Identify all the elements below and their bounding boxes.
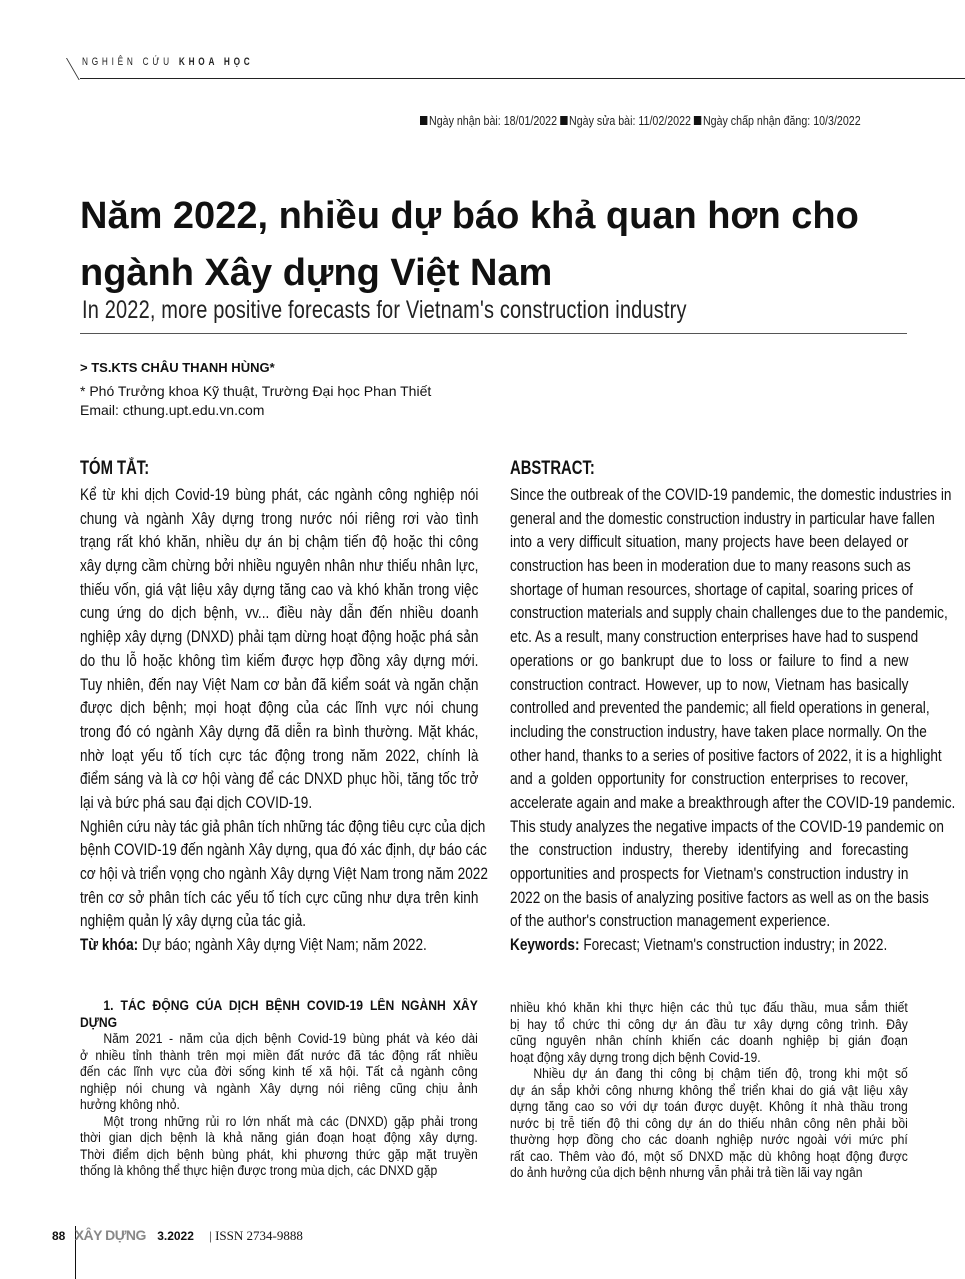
text-line: trên cơ sở phân tích các yếu tố tích cực cũng như dựa trên kinh [80,887,479,907]
header-divider [80,78,965,79]
text-line: Thời điểm dịch bệnh bùng phát, khi phương thức gặp mặt truyền [80,1146,478,1162]
text-line: into a very difficult situation, many projects have been delayed or [510,532,909,552]
section-heading: 1. TÁC ĐỘNG CỦA DỊCH BỆNH COVID-19 LÊN NGÀNH XÂY [103,998,478,1013]
author-affiliation: * Phó Trưởng khoa Kỹ thuật, Trường Đại học Phan Thiết [80,383,432,399]
text-line: được dịch bệnh; mọi hoạt động của các lĩnh vực nói chung [80,698,479,718]
text-line: and a golden opportunity for construction enterprises to recover, [510,769,909,789]
author-name: > TS.KTS CHÂU THANH HÙNG* [80,360,275,375]
summary-vi-body [80,483,488,957]
text-line: nghiệm quản lý xây dựng của tác giả. [80,911,307,931]
body-left-column [80,998,478,1180]
text-line: do thu lỗ hoặc không tìm kiếm được hợp đồng xây dựng mới. [80,650,479,670]
submission-dates [420,113,861,128]
title-line: ngành Xây dựng Việt Nam [80,252,553,294]
text-line: bệnh COVID-19 đến ngành Xây dựng, qua đó xác định, dự báo các [80,840,487,860]
text-line: trong đó có ngành Xây dựng đã diễn ra bình thường. Mặt khác, [80,721,479,741]
article-subtitle: In 2022, more positive forecasts for Vietnam's construction industry [82,296,687,324]
section-tag-bold: KHOA HỌC [178,56,254,68]
keywords-text: Dự báo; ngành Xây dựng Việt Nam; năm 2022. [138,935,427,955]
bullet-square-icon [560,116,567,125]
text-line: hoạt động xây dựng trong dịch bệnh Covid-19. [510,1049,761,1065]
text-line: nước bị trễ tiến độ thi công dự án do thiếu nhân công nên phải bồi [510,1115,908,1131]
text-line: nhờ loạt yếu tố tích cực tác động trong năm 2022, chính là [80,745,479,765]
text-line: cung ứng do dịch bệnh, vv... điều này dẫn đến nhiều doanh [80,603,479,623]
text-line: This study analyzes the negative impacts of the COVID-19 pandemic on [510,816,944,836]
text-line: accelerate again and make a breakthrough after the COVID-19 pandemic. [510,792,956,812]
keywords-label: Keywords: [510,935,580,955]
keywords-label: Từ khóa: [80,935,139,955]
text-line: điểm sáng và là cơ hội vàng để các DNXD phục hồi, tăng tốc trở [80,769,479,789]
text-line: thống là không thể thực hiện được trong mùa dịch, các DNXD gặp [80,1163,438,1178]
text-line: of the author's construction management experience. [510,911,831,931]
text-line: thường hợp đồng cho các doanh nghiệp nước ngoài với mức phí [510,1132,908,1147]
title-divider [80,333,907,334]
body-right-column [510,1000,908,1182]
title-line: Năm 2022, nhiều dự báo khả quan hơn cho [80,195,859,237]
abstract-body [510,483,956,957]
text-line: controlled and prevented the pandemic; all field operations in general, [510,698,930,718]
text-line: lại và bức phá sau đại dịch COVID-19. [80,792,313,812]
bullet-square-icon [420,116,427,125]
section-heading: DỰNG [80,1014,118,1030]
text-line: dựng tăng cao so với dự toán được duyệt. Không ít nhà thầu trong [510,1099,908,1114]
text-line: etc. As a result, many construction enterprises have had to suspend [510,627,919,647]
text-line: 2022 on the basis of analyzing positive factors as well as on the basis [510,887,929,907]
text-line: construction contract. However, up to now, Vietnam has basically [510,674,909,694]
text-line: do ảnh hưởng của dịch bệnh nhưng vẫn phải trả tiền lãi vay ngân [510,1165,863,1180]
text-line: đến các lĩnh vực của đời sống kinh tế xã hội. Tất cả ngành công [80,1064,478,1079]
author-email: Email: cthung.upt.edu.vn.com [80,402,265,418]
text-line: operations or go bankrupt due to loss or failure to find a new [510,650,909,670]
text-line: thời gian dịch bệnh là khả năng gián đoạn hoạt động xây dựng. [80,1130,478,1145]
text-line: Since the outbreak of the COVID-19 pandemic, the domestic industries in [510,485,952,504]
text-line: general and the domestic construction industry in particular have fallen [510,508,935,528]
text-line: ở nhiều tỉnh thành trên mọi miền đất nước đã tác động rất nhiều [80,1047,478,1063]
bullet-square-icon [694,116,701,125]
body-right-paragraphs [510,1000,908,1182]
abstract-keywords [510,933,908,957]
text-line: cơ hội và triển vọng cho ngành Xây dựng Việt Nam trong năm 2022 [80,864,488,883]
text-line: Một trong những rủi ro lớn nhất mà các (DNXD) gặp phải trong [103,1113,478,1129]
text-line: construction materials and supply chain challenges due to the pandemic, [510,603,948,623]
page-number: 88 [52,1229,66,1243]
date-accepted: Ngày chấp nhận đăng: 10/3/2022 [702,113,861,128]
text-line: hưởng không nhỏ. [80,1097,180,1112]
text-line: cũng nguyên nhân chính khiến các doanh nghiệp bị gián đoạn [510,1033,908,1048]
issn: | ISSN 2734-9888 [209,1228,303,1243]
abstract-heading: ABSTRACT: [510,458,595,479]
summary-vi-paragraphs [80,483,488,933]
text-line: other hand, thanks to a series of positive factors of 2022, it is a highlight [510,745,942,765]
section-tag [82,56,254,68]
summary-vi-keywords [80,933,478,957]
body-left-paragraphs [80,1031,478,1180]
text-line: bị hay tổ chức thi công dự án đầu tư xây dựng công trình. Đây [510,1016,908,1032]
text-line: dự án sắp khởi công nhưng không thể triển khai do giá vật liệu xây [510,1082,908,1098]
text-line: chung và ngành Xây dựng trong nước nói riêng rơi vào tình [80,508,479,528]
text-line: construction has been in moderation due to many reasons such as [510,556,911,576]
text-line: Tuy nhiên, đến nay Việt Nam cơ bản đã kiểm soát và ngăn chặn [80,674,479,694]
text-line: Nghiên cứu này tác giả phân tích những tác động tiêu cực của dịch [80,816,486,836]
text-line: thiếu vốn, giá vật liệu xây dựng tăng cao và khó khăn trong việc [80,579,479,599]
keywords-text: Forecast; Vietnam's construction industry; in 2022. [579,935,888,955]
article-title [80,188,920,302]
summary-vi-heading: TÓM TẮT: [80,458,150,479]
section-tag-light: NGHIÊN CỨU [82,56,173,68]
page-footer [52,1227,303,1244]
text-line: rất cao. Thêm vào đó, một số DNXD mặc dù không hoạt động được [510,1148,908,1164]
text-line: including the construction industry, have taken place normally. On the [510,721,927,741]
text-line: Nhiều dự án đang thi công bị chậm tiến độ, trong khi một số [533,1066,908,1081]
text-line: Kể từ khi dịch Covid-19 bùng phát, các ngành công nghiệp nói [80,485,479,504]
text-line: xây dựng cầm chừng bởi nhiều nguyên nhân như thiếu nhân lực, [80,556,479,576]
text-line: shortage of human resources, shortage of capital, soaring prices of [510,579,913,599]
abstract-paragraphs [510,483,956,933]
text-line: Năm 2021 - năm của dịch bệnh Covid-19 bùng phát và kéo dài [103,1031,478,1046]
text-line: nghiệp xây dựng (DNXD) phải tạm dừng hoạt động hoặc phá sản [80,627,479,647]
text-line: the construction industry, thereby identifying and forecasting [510,840,909,860]
magazine-logo: XÂY DỰNG [74,1227,146,1243]
text-line: opportunities and prospects for Vietnam's construction industry in [510,864,909,883]
date-received: Ngày nhận bài: 18/01/2022 [429,113,558,128]
text-line: nhiều khó khăn khi thực hiện các thủ tục đấu thầu, mua sắm thiết [510,1000,908,1015]
issue-number: 3.2022 [157,1229,194,1243]
text-line: nghiệp nói chung và ngành Xây dựng nói riêng cũng chịu ảnh [80,1080,478,1096]
text-line: trạng rất khó khăn, nhiều dự án bị chậm tiến độ hoặc thi công [80,532,479,552]
date-revised: Ngày sửa bài: 11/02/2022 [569,113,691,128]
